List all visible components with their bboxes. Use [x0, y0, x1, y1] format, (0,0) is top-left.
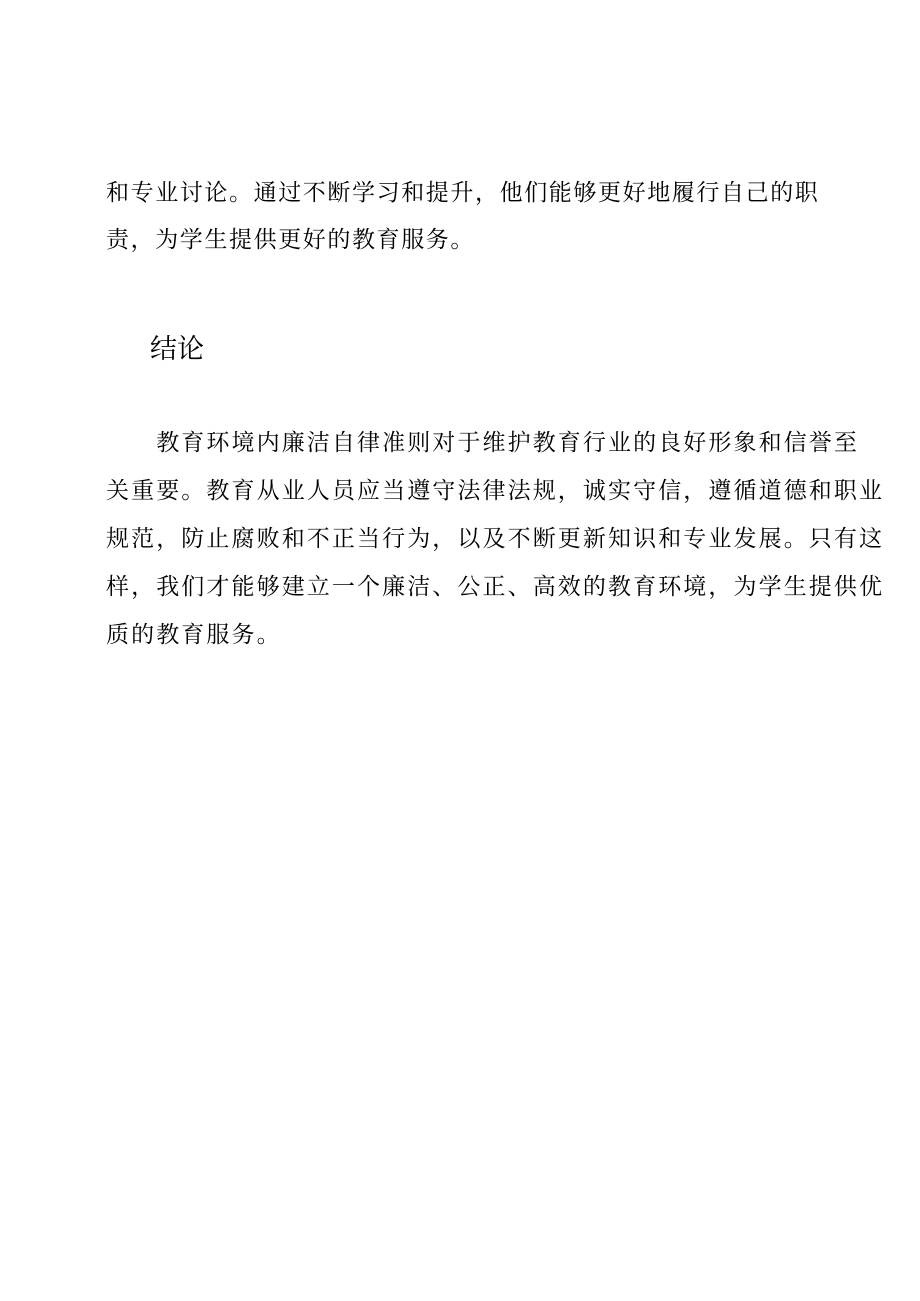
section-heading: 结论	[150, 334, 204, 365]
paragraph-line: 责，为学生提供更好的教育服务。	[106, 227, 475, 253]
paragraph-line: 样，我们才能够建立一个廉洁、公正、高效的教育环境，为学生提供优	[106, 574, 885, 600]
paragraph-line: 关重要。教育从业人员应当遵守法律法规，诚实守信，遵循道德和职业	[106, 478, 885, 504]
paragraph-line: 教育环境内廉洁自律准则对于维护教育行业的良好形象和信誉至	[106, 430, 859, 456]
paragraph-line: 和专业讨论。通过不断学习和提升，他们能够更好地履行自己的职	[106, 180, 820, 206]
paragraph-line: 质的教育服务。	[106, 622, 282, 648]
paragraph-line: 规范，防止腐败和不正当行为，以及不断更新知识和专业发展。只有这	[106, 526, 885, 552]
